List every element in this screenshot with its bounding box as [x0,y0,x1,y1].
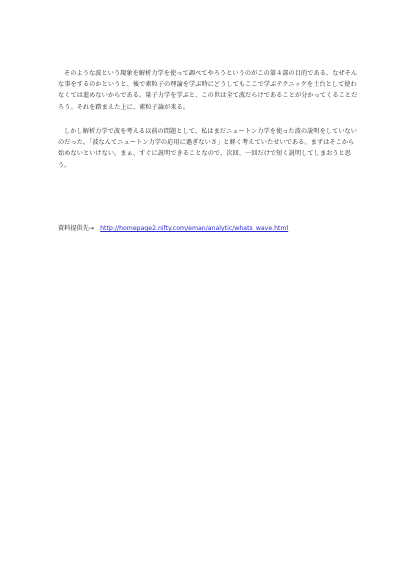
source-label: 資料提供先→ [58,225,95,232]
source-credit [58,223,288,234]
paragraph-1: そのような波という現象を解析力学を使って調べてやろうというのがこの第４部の目的である。なぜそんな事をするのかというと、後で素粒子の理論を学ぶ時にどうしてもここで学ぶテクニックを土台として使わなくては進めないからである。量子力学を学ぶと、この世は全て波だらけであることが分かってくることだろう。それを踏まえた上に、素粒子論が来る。 [58,70,358,111]
source-link[interactable]: http://homepage2.nifty.com/eman/analytic/whats_wave.html [100,225,289,232]
paragraph-2: しかし解析力学で波を考える以前の問題として、私はまだニュートン力学を使った波の説明をしていないのだった。「波なんてニュートン力学の応用に過ぎないさ」と軽く考えていたせいである。まずはそこから始めないといけない。まぁ、すぐに説明できることなので、次回、一回だけで短く説明してしまおうと思う。 [58,128,358,169]
